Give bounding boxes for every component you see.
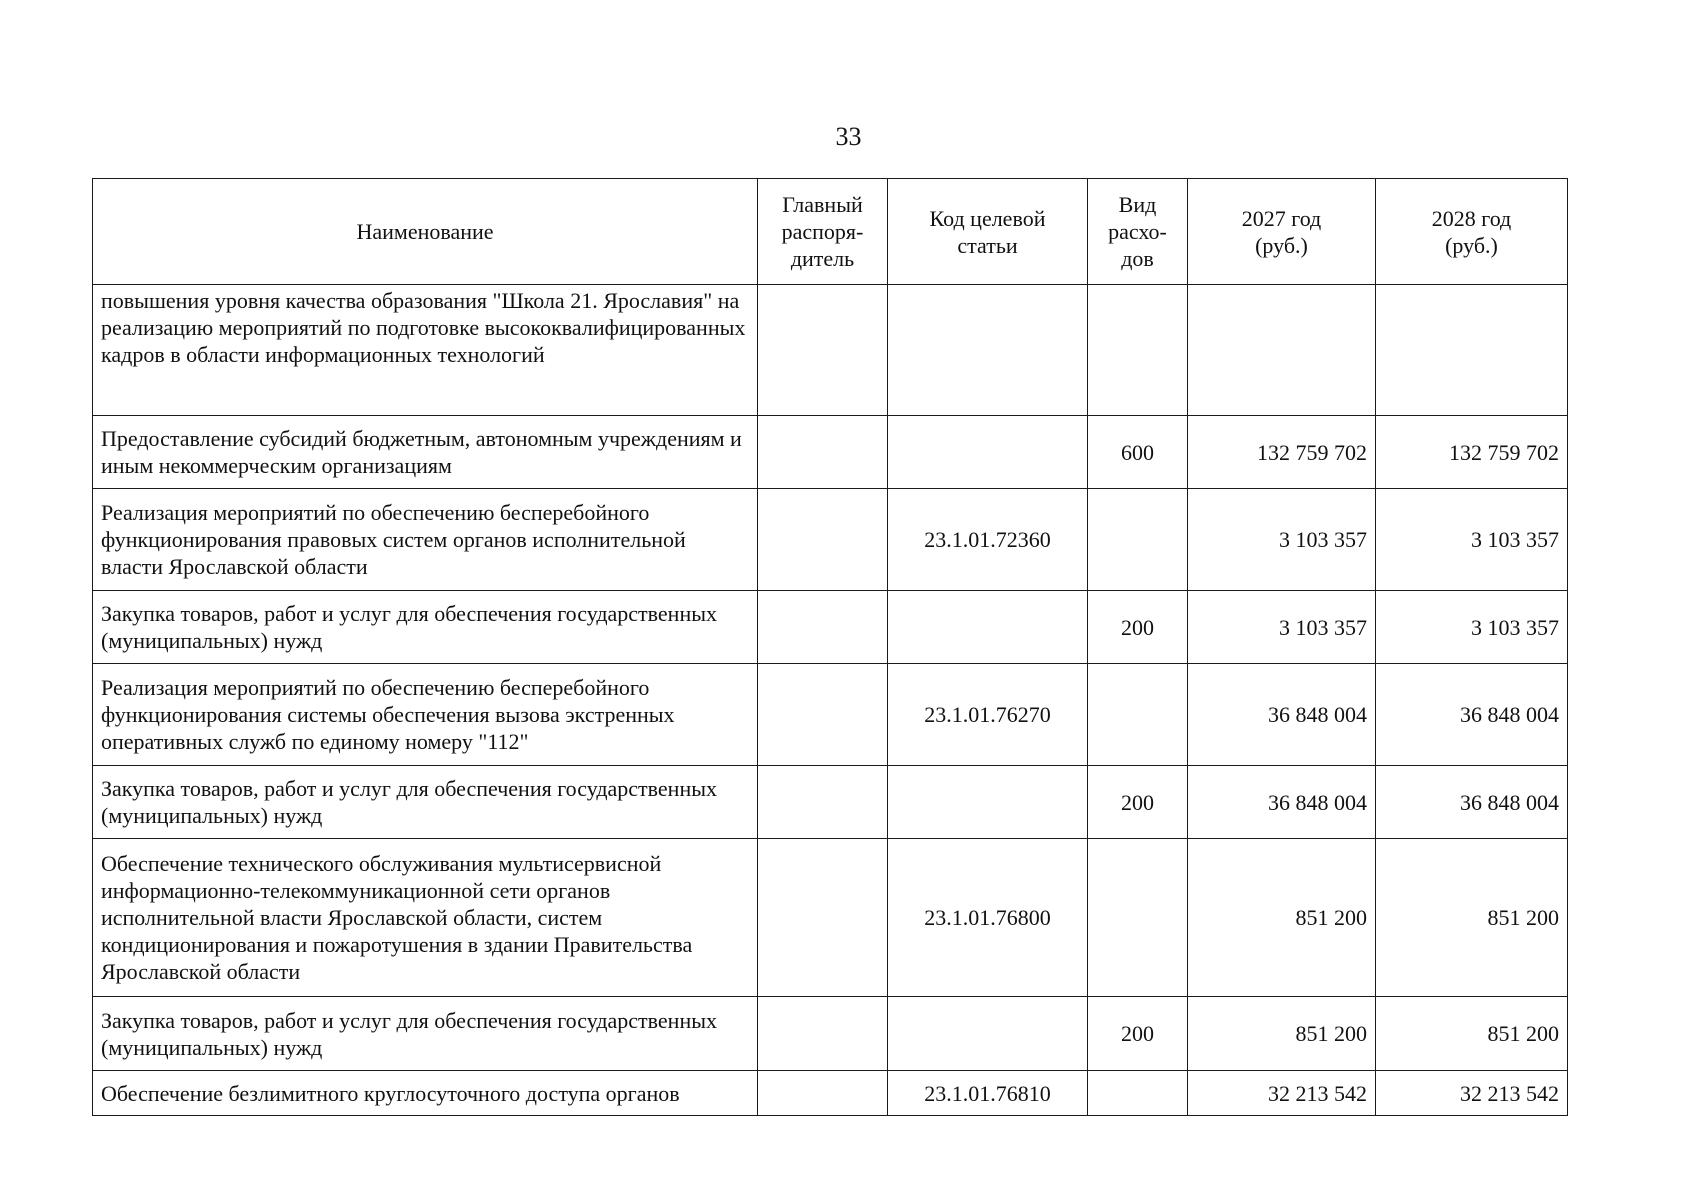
table-row	[93, 1071, 1568, 1116]
cell-name: Закупка товаров, работ и услуг для обеспечения государственных (муниципальных) нужд	[93, 766, 758, 839]
cell-name: Закупка товаров, работ и услуг для обеспечения государственных (муниципальных) нужд	[93, 997, 758, 1071]
cell-y2027: 3 103 357	[1188, 489, 1376, 591]
table-row	[93, 489, 1568, 591]
table-header	[93, 179, 1568, 285]
cell-code: 23.1.01.76810	[888, 1071, 1088, 1116]
cell-code	[888, 285, 1088, 416]
cell-code: 23.1.01.76800	[888, 839, 1088, 997]
cell-name: Предоставление субсидий бюджетным, автономным учреждениям и иным некоммерческим организациям	[93, 416, 758, 489]
header-type-line1: Вид	[1118, 192, 1157, 217]
cell-admin	[758, 1071, 888, 1116]
cell-code	[888, 591, 1088, 664]
header-type	[1088, 179, 1188, 285]
table-row	[93, 664, 1568, 766]
table-row	[93, 285, 1568, 416]
cell-y2028: 36 848 004	[1376, 766, 1568, 839]
cell-admin	[758, 664, 888, 766]
cell-name: Обеспечение безлимитного круглосуточного доступа органов	[93, 1071, 758, 1116]
cell-code: 23.1.01.76270	[888, 664, 1088, 766]
cell-type: 600	[1088, 416, 1188, 489]
cell-y2027: 32 213 542	[1188, 1071, 1376, 1116]
cell-y2027: 36 848 004	[1188, 664, 1376, 766]
table-row	[93, 416, 1568, 489]
cell-type	[1088, 839, 1188, 997]
cell-y2028: 3 103 357	[1376, 591, 1568, 664]
header-y2028-line2: (руб.)	[1445, 232, 1498, 258]
header-admin-line2: распоря-	[781, 219, 864, 244]
header-y2027	[1188, 179, 1376, 285]
cell-name: повышения уровня качества образования "Школа 21. Ярославия" на реализацию мероприятий по подготовке высококвалифицированных кадров в области информационных технологий	[93, 285, 758, 416]
cell-y2027	[1188, 285, 1376, 416]
table-row	[93, 997, 1568, 1071]
table-row	[93, 839, 1568, 997]
cell-y2027: 132 759 702	[1188, 416, 1376, 489]
cell-y2027: 851 200	[1188, 839, 1376, 997]
cell-type	[1088, 285, 1188, 416]
cell-y2027: 851 200	[1188, 997, 1376, 1071]
cell-code	[888, 416, 1088, 489]
cell-type: 200	[1088, 997, 1188, 1071]
cell-y2027: 3 103 357	[1188, 591, 1376, 664]
header-type-line3: дов	[1121, 246, 1154, 271]
cell-y2028	[1376, 285, 1568, 416]
cell-y2028: 851 200	[1376, 839, 1568, 997]
cell-y2028: 132 759 702	[1376, 416, 1568, 489]
budget-table	[92, 178, 1568, 1116]
cell-admin	[758, 591, 888, 664]
header-admin-line3: дитель	[790, 246, 855, 271]
table-row	[93, 591, 1568, 664]
header-admin-line1: Главный	[782, 192, 863, 217]
cell-name: Реализация мероприятий по обеспечению бесперебойного функционирования системы обеспечения вызова экстренных оперативных служб по единому номеру "112"	[93, 664, 758, 766]
cell-code	[888, 766, 1088, 839]
cell-admin	[758, 489, 888, 591]
cell-type	[1088, 664, 1188, 766]
header-y2027-line2: (руб.)	[1255, 232, 1308, 258]
cell-type	[1088, 489, 1188, 591]
cell-admin	[758, 416, 888, 489]
header-code-line1: Код целевой	[929, 205, 1046, 231]
header-y2027-line1: 2027 год	[1241, 205, 1322, 231]
cell-admin	[758, 285, 888, 416]
header-y2028-line1: 2028 год	[1431, 205, 1512, 231]
cell-code	[888, 997, 1088, 1071]
cell-y2028: 32 213 542	[1376, 1071, 1568, 1116]
cell-y2028: 851 200	[1376, 997, 1568, 1071]
cell-name: Реализация мероприятий по обеспечению бесперебойного функционирования правовых систем органов исполнительной власти Ярославской области	[93, 489, 758, 591]
header-code	[888, 179, 1088, 285]
table-body	[93, 285, 1568, 1116]
header-admin	[758, 179, 888, 285]
cell-code: 23.1.01.72360	[888, 489, 1088, 591]
cell-y2028: 36 848 004	[1376, 664, 1568, 766]
cell-admin	[758, 997, 888, 1071]
cell-y2027: 36 848 004	[1188, 766, 1376, 839]
cell-admin	[758, 839, 888, 997]
header-row	[93, 179, 1568, 285]
header-y2028	[1376, 179, 1568, 285]
header-type-line2: расхо-	[1108, 219, 1167, 244]
cell-admin	[758, 766, 888, 839]
table-row	[93, 766, 1568, 839]
header-name: Наименование	[93, 179, 758, 285]
header-code-line2: статьи	[957, 232, 1018, 258]
cell-name: Обеспечение технического обслуживания мультисервисной информационно-телекоммуникационной сети органов исполнительной власти Ярославской области, систем кондиционирования и пожаротушения в здании Правительства Ярославской области	[93, 839, 758, 997]
cell-type	[1088, 1071, 1188, 1116]
cell-type: 200	[1088, 766, 1188, 839]
cell-type: 200	[1088, 591, 1188, 664]
cell-name: Закупка товаров, работ и услуг для обеспечения государственных (муниципальных) нужд	[93, 591, 758, 664]
cell-y2028: 3 103 357	[1376, 489, 1568, 591]
page-number: 33	[835, 122, 862, 151]
